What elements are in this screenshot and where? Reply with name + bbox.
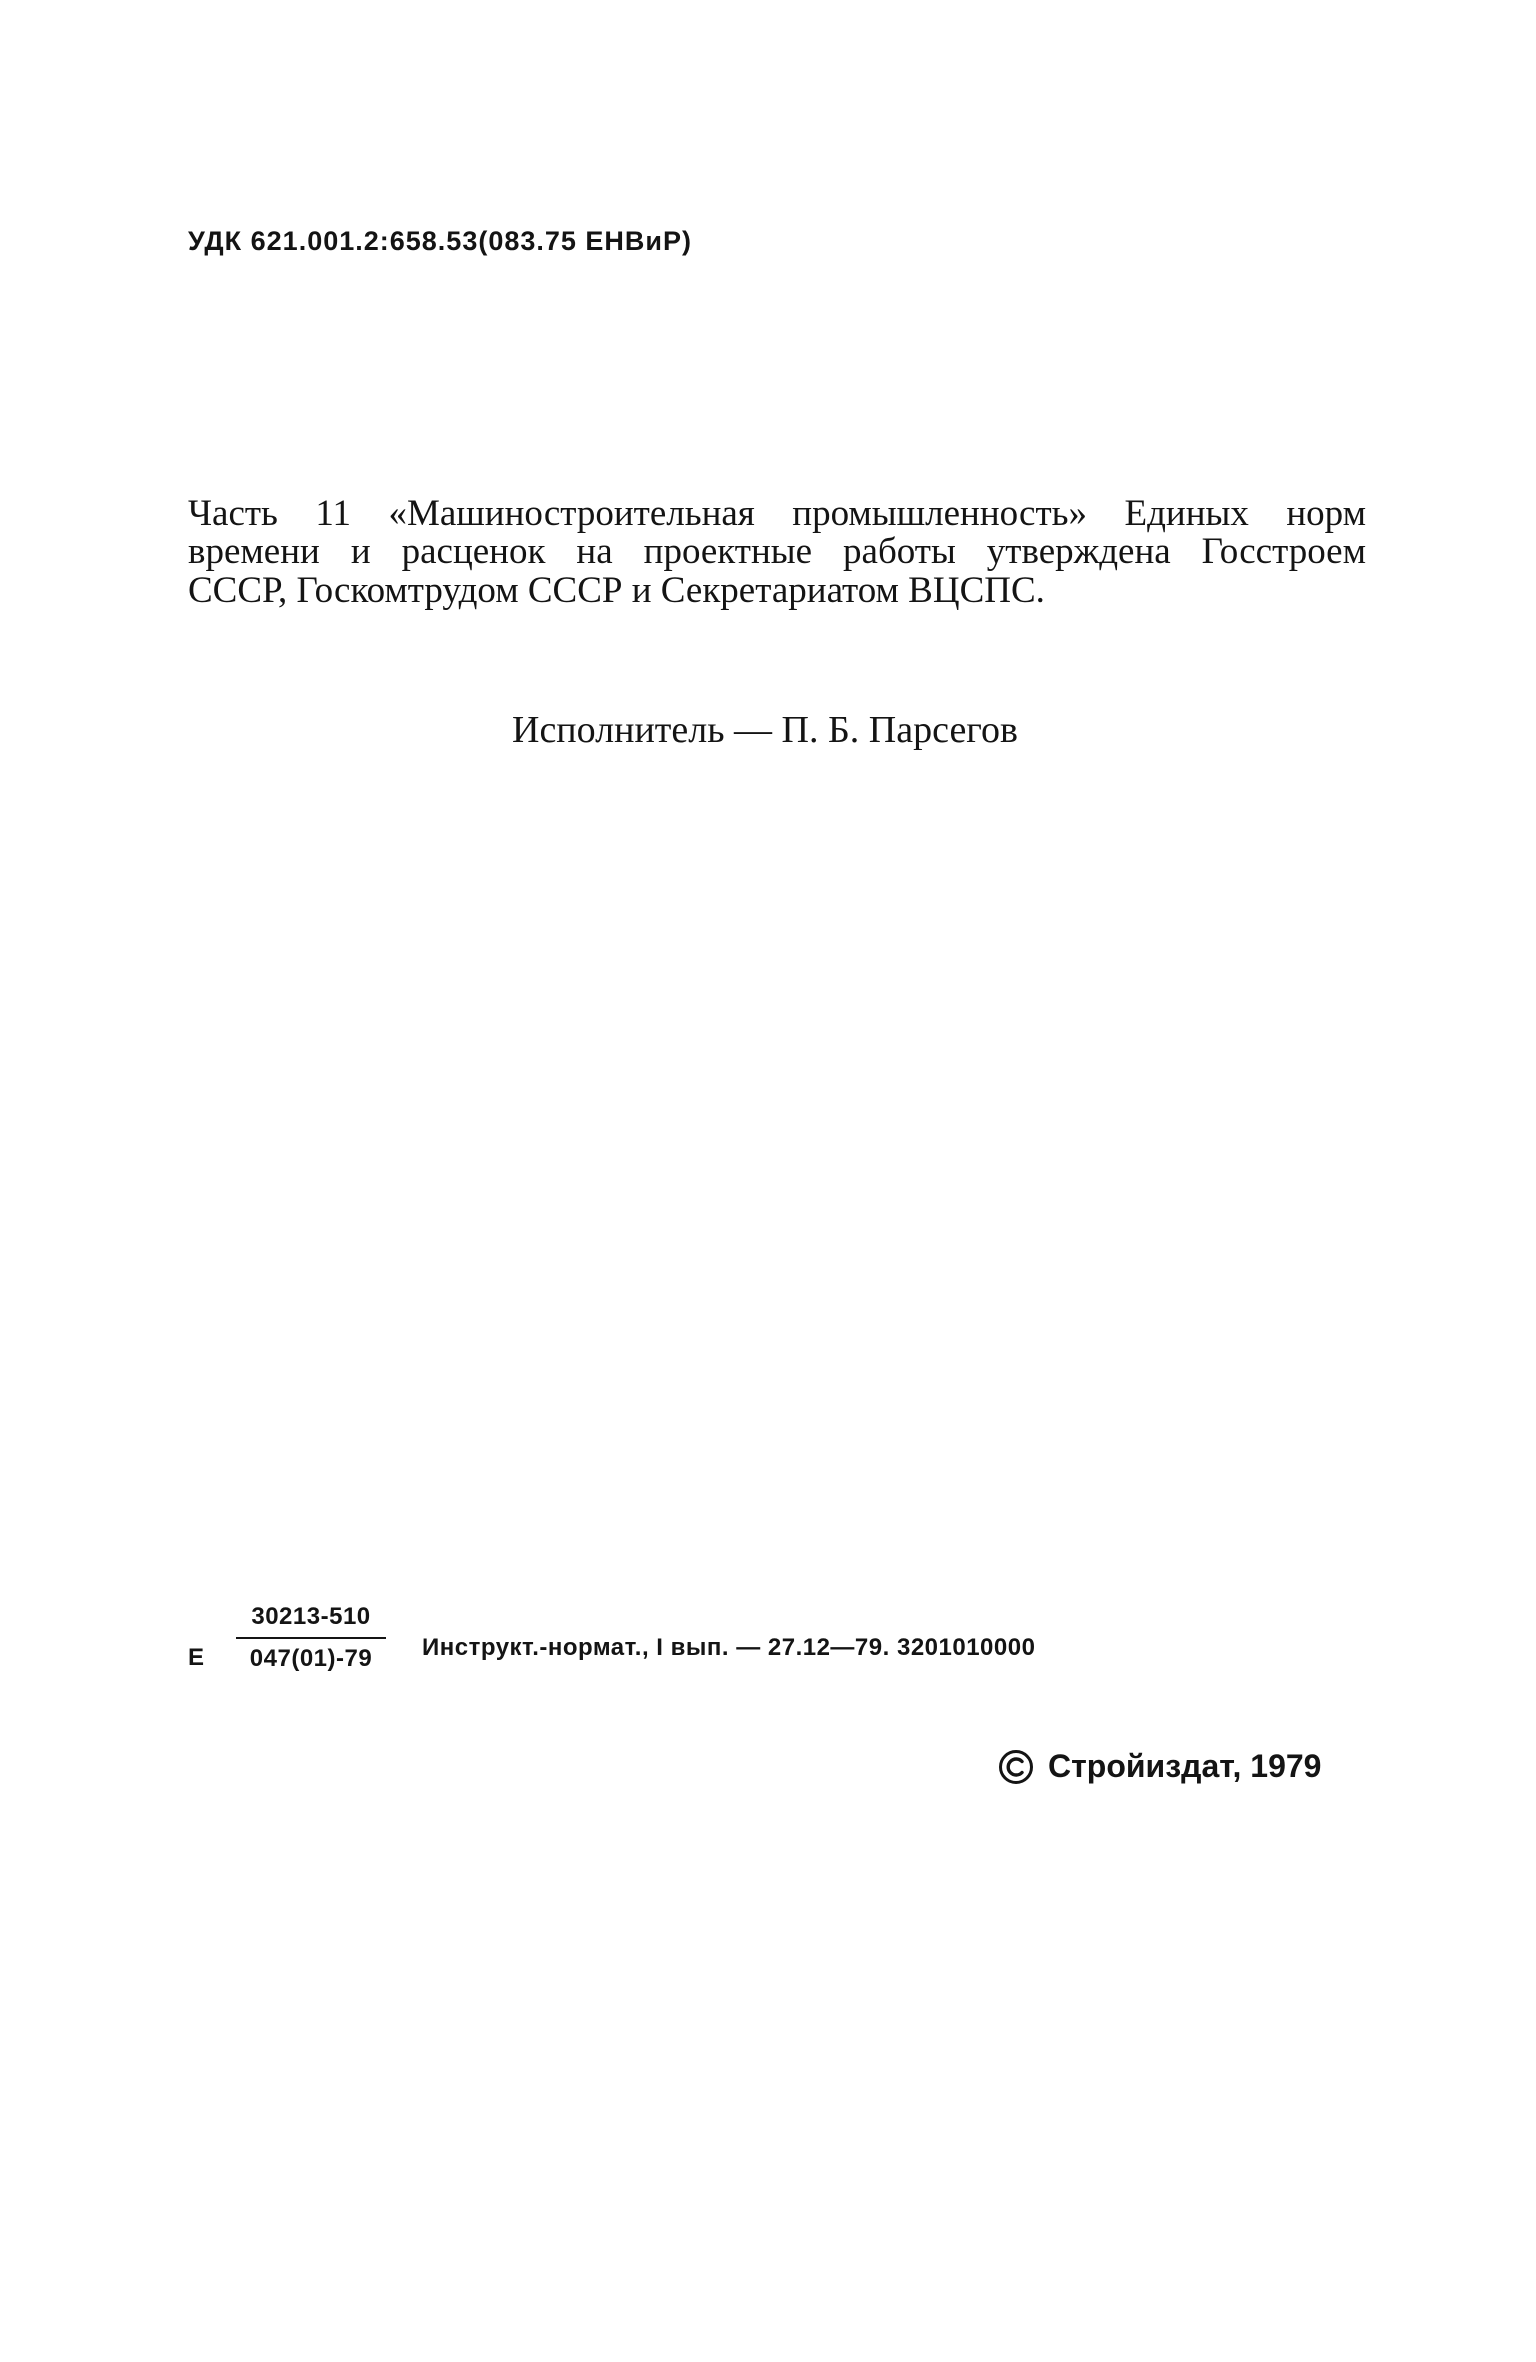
imprint-details: Инструкт.-нормат., I вып. — 27.12—79. 3201010000: [422, 1634, 1036, 1661]
executor-credit: Исполнитель — П. Б. Парсегов: [512, 709, 1018, 751]
index-fraction: [236, 1600, 386, 1676]
index-numerator: 30213-510: [251, 1603, 371, 1630]
copyright-icon: [998, 1749, 1034, 1785]
copyright-notice: [998, 1748, 1321, 1785]
index-letter: Е: [188, 1644, 205, 1671]
index-denominator: 047(01)-79: [249, 1645, 373, 1672]
publisher-year: Стройиздат, 1979: [1048, 1748, 1322, 1784]
udk-code: УДК 621.001.2:658.53(083.75 ЕНВиР): [188, 226, 693, 256]
approval-line-3: СССР, Госкомтрудом СССР и Секретариатом ВЦСПС.: [188, 569, 1045, 611]
approval-line-2: времени и расценок на проектные работы утверждена Госстроем: [188, 531, 1366, 573]
fraction-bar: [236, 1637, 386, 1639]
publication-imprint: [188, 1600, 1388, 1700]
approval-statement: [188, 495, 1366, 610]
approval-line-1: Часть 11 «Машиностроительная промышленность» Единых норм: [188, 493, 1366, 534]
